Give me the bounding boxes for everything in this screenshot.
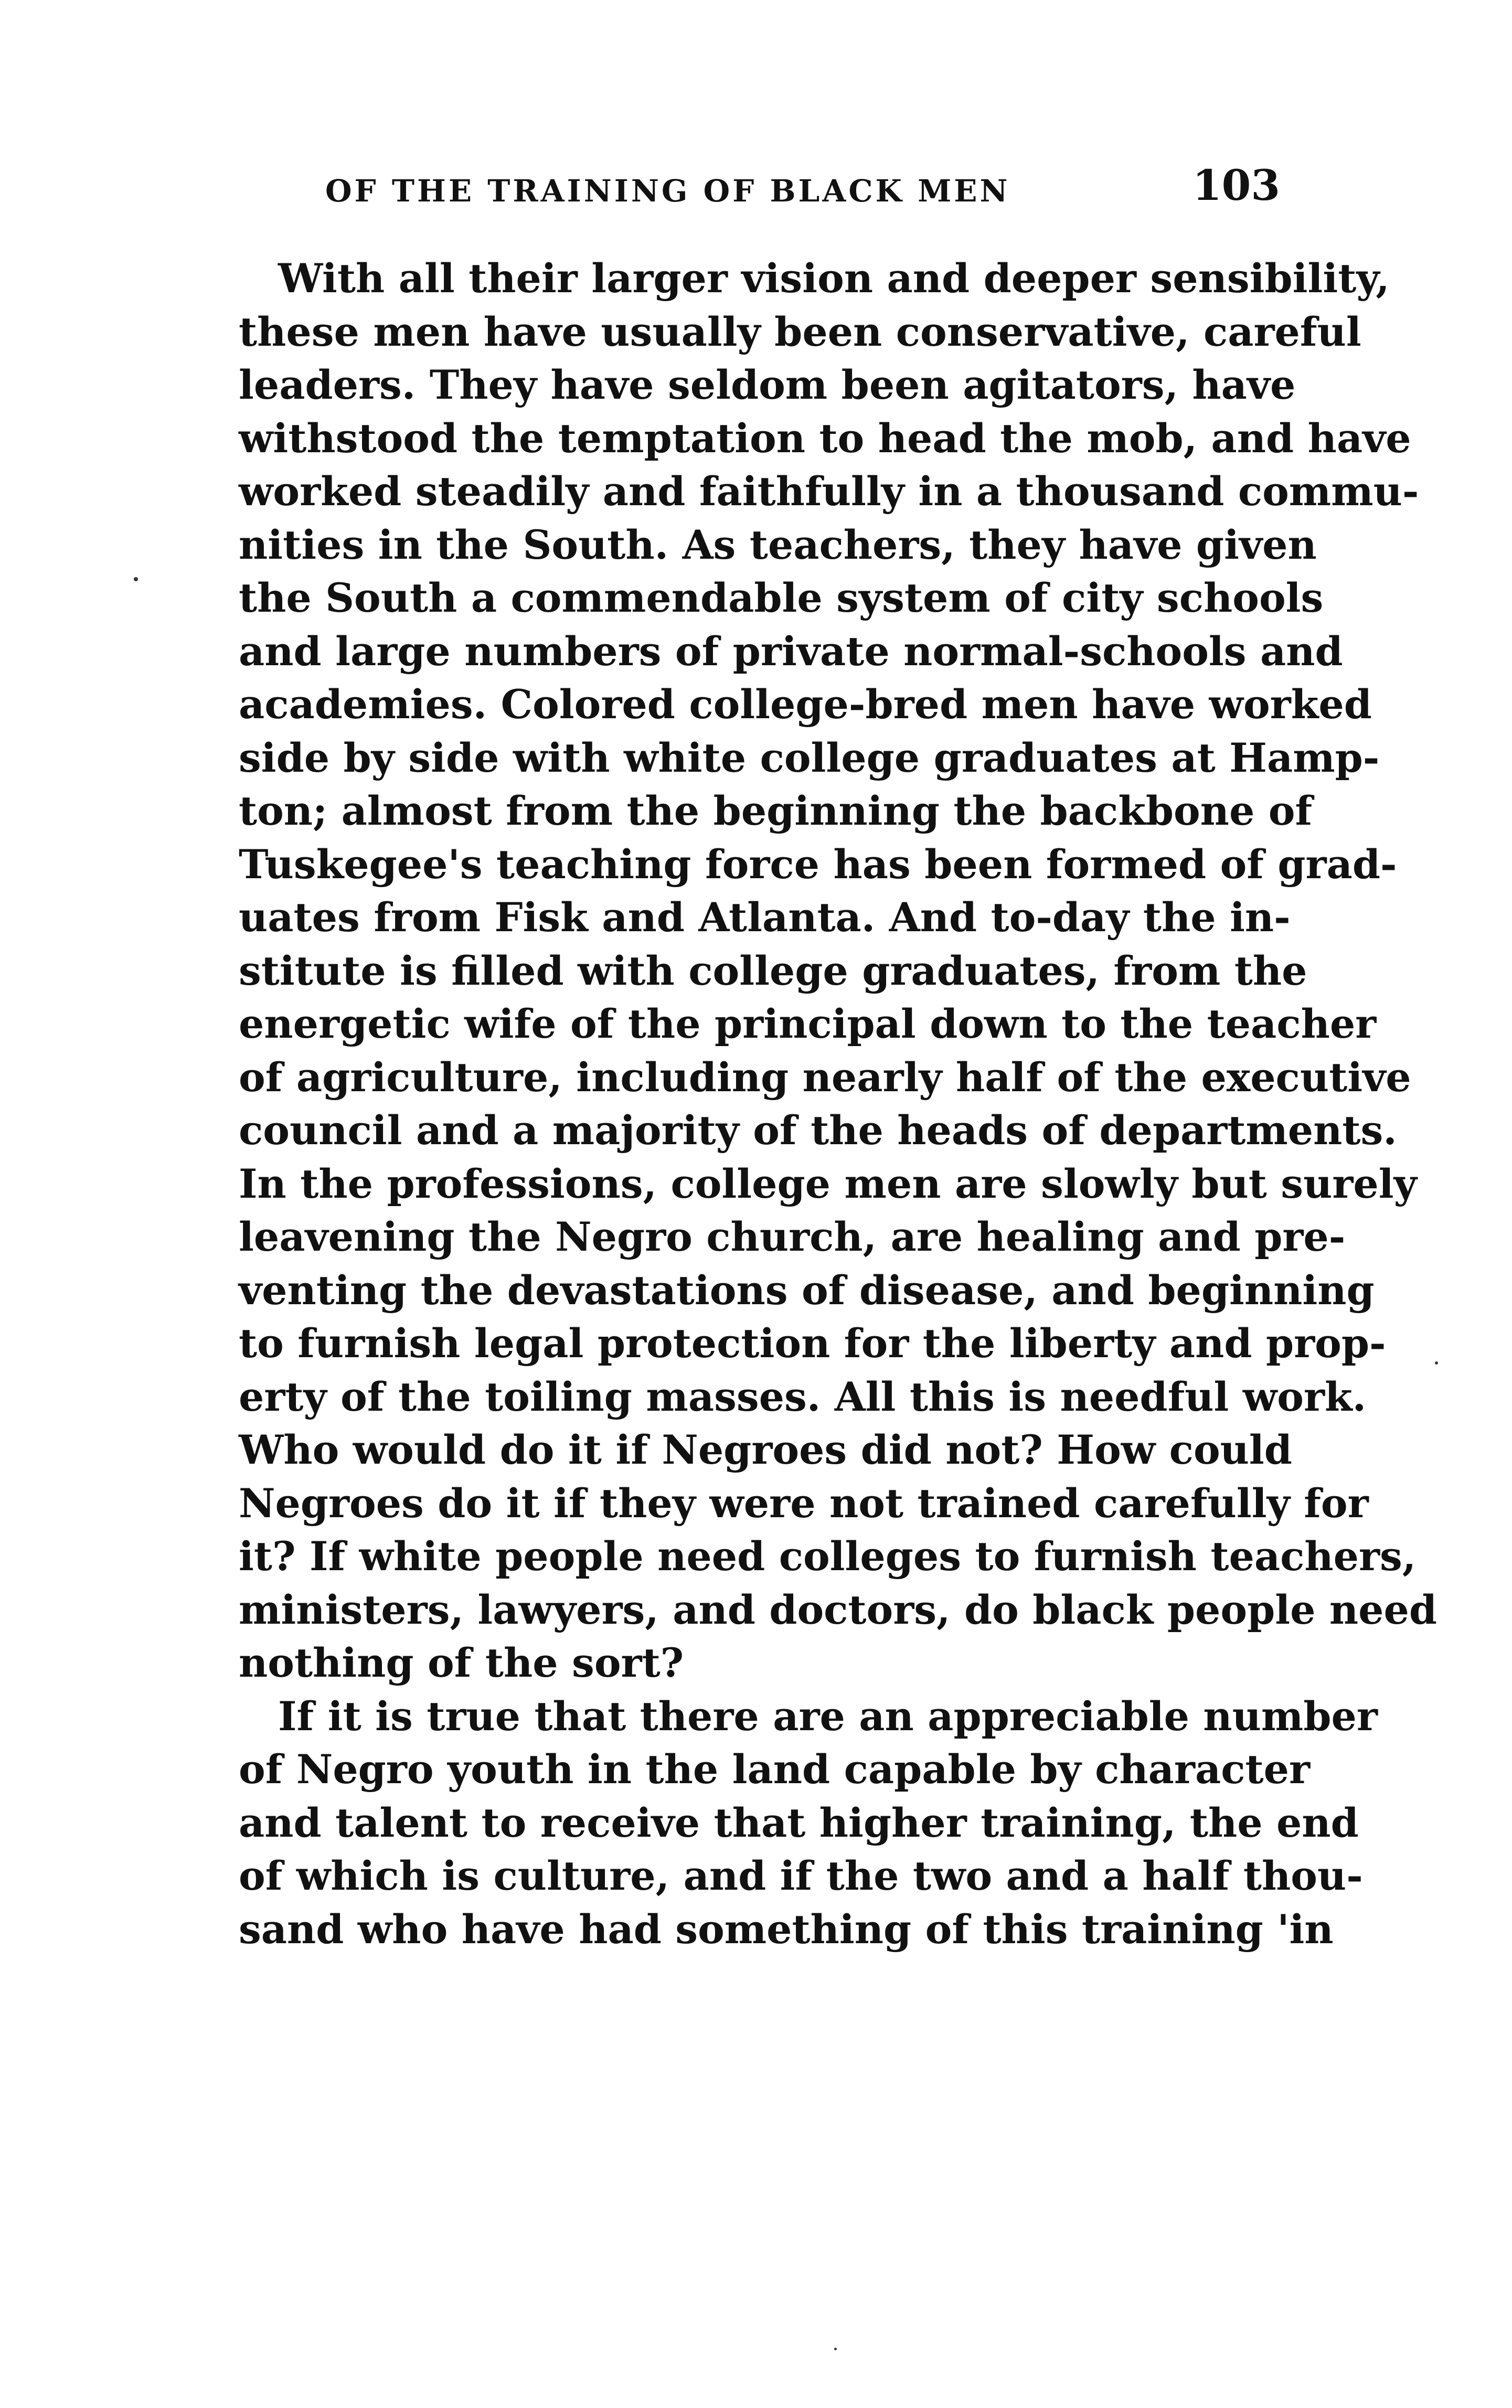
text-line: of which is culture, and if the two and a half thou- xyxy=(239,1852,1363,1899)
running-title: OF THE TRAINING OF BLACK MEN xyxy=(325,173,1010,209)
ink-speck xyxy=(834,2348,837,2350)
text-line: venting the devastations of disease, and beginning xyxy=(239,1266,1375,1314)
text-line: erty of the toiling masses. All this is needful work. xyxy=(239,1373,1367,1420)
page-number: 103 xyxy=(1192,161,1280,210)
text-line: uates from Fisk and Atlanta. And to-day the in- xyxy=(239,894,1291,941)
text-line: Tuskegee's teaching force has been formed of grad- xyxy=(239,840,1397,888)
text-line: leavening the Negro church, are healing and pre- xyxy=(239,1213,1346,1260)
running-head xyxy=(325,157,1280,215)
text-line: and large numbers of private normal-schools and xyxy=(239,627,1343,675)
text-line: sand who have had something of this training 'in xyxy=(239,1905,1334,1953)
text-line: energetic wife of the principal down to the teacher xyxy=(239,1000,1377,1047)
text-line: Negroes do it if they were not trained carefully for xyxy=(239,1479,1369,1527)
text-line: stitute is filled with college graduates, from the xyxy=(239,947,1307,994)
text-line: these men have usually been conservative, careful xyxy=(239,308,1361,355)
ink-speck xyxy=(134,577,138,581)
text-line: Who would do it if Negroes did not? How could xyxy=(239,1426,1292,1473)
text-line: In the professions, college men are slowly but surely xyxy=(239,1160,1417,1207)
text-line: ton; almost from the beginning the backbone of xyxy=(239,787,1313,834)
paragraph-1 xyxy=(239,252,1438,1690)
text-line: of agriculture, including nearly half of the executive xyxy=(239,1053,1411,1101)
text-line: withstood the temptation to head the mob, and have xyxy=(239,414,1411,462)
text-line: worked steadily and faithfully in a thousand commu- xyxy=(239,468,1419,515)
text-line: nothing of the sort? xyxy=(239,1639,684,1686)
text-line: of Negro youth in the land capable by character xyxy=(239,1746,1310,1793)
paragraph-2 xyxy=(239,1690,1378,1956)
text-line: and talent to receive that higher training, the end xyxy=(239,1799,1359,1846)
text-line: leaders. They have seldom been agitators, have xyxy=(239,361,1296,408)
text-line: the South a commendable system of city schools xyxy=(239,574,1324,621)
text-line: council and a majority of the heads of departments. xyxy=(239,1107,1397,1154)
ink-speck xyxy=(1435,1361,1438,1365)
text-line: nities in the South. As teachers, they have given xyxy=(239,521,1317,568)
text-line: If it is true that there are an appreciable number xyxy=(278,1692,1378,1740)
text-line: it? If white people need colleges to furnish teachers, xyxy=(239,1533,1417,1580)
body-text xyxy=(239,252,1438,1956)
text-line: academies. Colored college-bred men have worked xyxy=(239,681,1372,728)
text-line: to furnish legal protection for the liberty and prop- xyxy=(239,1320,1386,1367)
text-line: side by side with white college graduates at Hamp- xyxy=(239,734,1380,781)
text-line: With all their larger vision and deeper sensibility, xyxy=(278,255,1390,302)
text-line: ministers, lawyers, and doctors, do black people need xyxy=(239,1586,1438,1633)
